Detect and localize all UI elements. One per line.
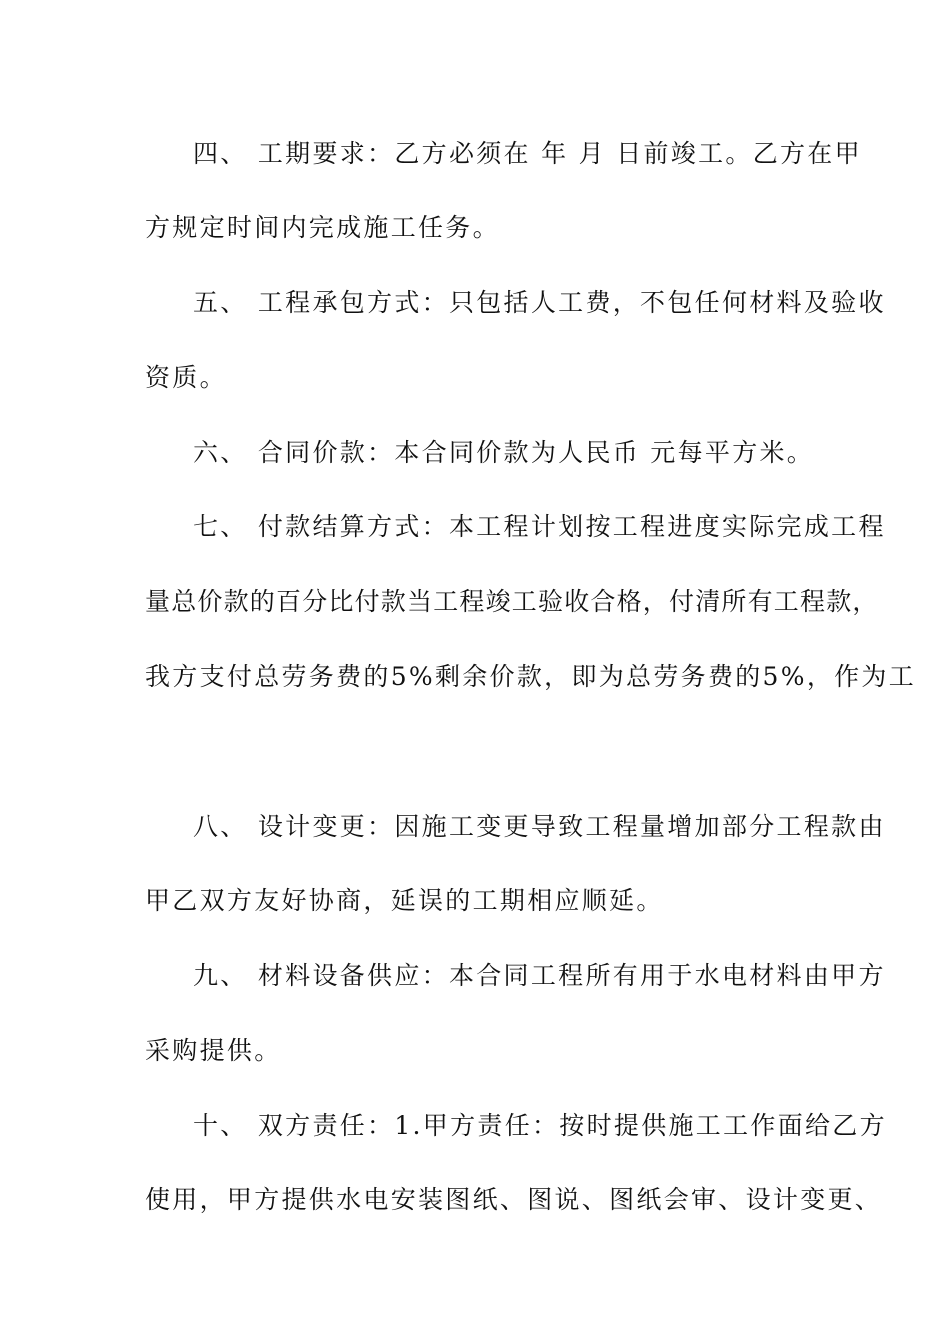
- clause-6-line-1: 六、 合同价款：本合同价款为人民币 元每平方米。: [193, 438, 815, 467]
- clause-10-line-1: 十、 双方责任：1.甲方责任：按时提供施工工作面给乙方: [193, 1111, 887, 1140]
- clause-7-line-3: 我方支付总劳务费的5%剩余价款，即为总劳务费的5%，作为工: [145, 662, 917, 691]
- clause-5-line-1: 五、 工程承包方式：只包括人工费，不包任何材料及验收: [193, 288, 886, 317]
- clause-8-line-1: 八、 设计变更：因施工变更导致工程量增加部分工程款由: [193, 812, 886, 841]
- clause-9-line-2: 采购提供。: [145, 1036, 282, 1065]
- clause-10-line-2: 使用，甲方提供水电安装图纸、图说、图纸会审、设计变更、: [145, 1185, 883, 1214]
- clause-9-line-1: 九、 材料设备供应：本合同工程所有用于水电材料由甲方: [193, 961, 886, 990]
- clause-8-line-2: 甲乙双方友好协商，延误的工期相应顺延。: [145, 886, 664, 915]
- clause-7-line-2: 量总价款的百分比付款当工程竣工验收合格，付清所有工程款，: [145, 587, 879, 616]
- clause-4-line-2: 方规定时间内完成施工任务。: [145, 213, 500, 242]
- clause-4-line-1: 四、 工期要求：乙方必须在 年 月 日前竣工。乙方在甲: [193, 139, 862, 168]
- clause-7-line-1: 七、 付款结算方式：本工程计划按工程进度实际完成工程: [193, 512, 886, 541]
- clause-5-line-2: 资质。: [145, 363, 227, 392]
